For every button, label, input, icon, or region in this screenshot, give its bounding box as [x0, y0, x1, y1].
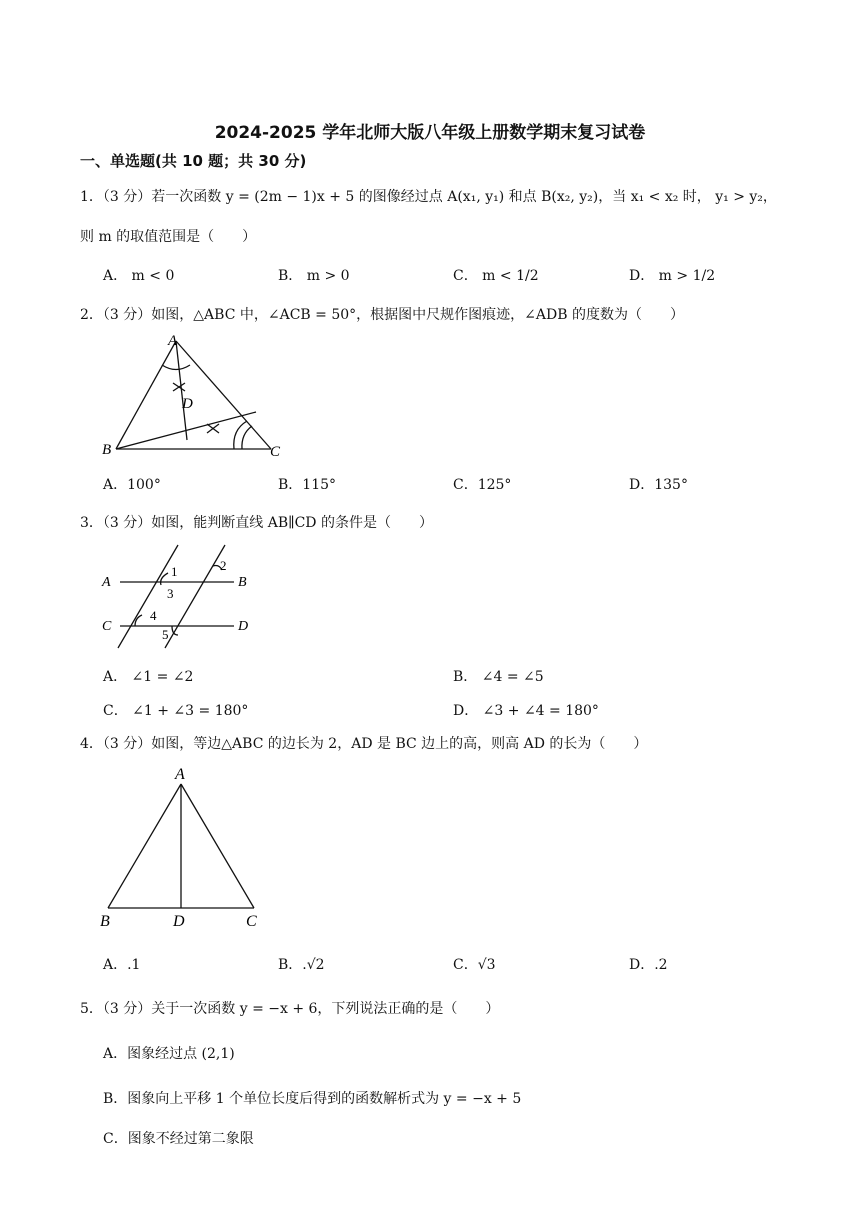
- question-3-option-c: C． ∠1 + ∠3 = 180°: [103, 703, 249, 719]
- question-1-text-line2: 则 m 的取值范围是（ ）: [80, 229, 257, 245]
- fig3-label-d: D: [238, 619, 249, 634]
- fig3-label-1: 1: [171, 564, 178, 579]
- question-5-option-c: C．图象不经过第二象限: [103, 1131, 254, 1147]
- question-2-option-c: C．125°: [453, 477, 512, 493]
- question-2-figure: [96, 330, 296, 462]
- question-5-option-b: B．图象向上平移 1 个单位长度后得到的函数解析式为 y = −x + 5: [103, 1091, 522, 1107]
- question-4-text: 4．（3 分）如图，等边△ABC 的边长为 2，AD 是 BC 边上的高，则高 AD 的长为（ ）: [80, 736, 648, 752]
- fig2-label-b: B: [102, 442, 112, 458]
- question-3-option-b: B． ∠4 = ∠5: [453, 669, 544, 685]
- question-1-text: 1．（3 分）若一次函数 y = (2m − 1)x + 5 的图像经过点 A(x₁, y₁) 和点 B(x₂, y₂)，当 x₁ < x₂ 时， y₁ > y₂，: [80, 189, 777, 205]
- question-5-option-a: A．图象经过点 (2,1): [103, 1046, 235, 1062]
- fig3-label-3: 3: [167, 586, 174, 601]
- fig3-label-5: 5: [162, 627, 169, 642]
- question-2-option-b: B．115°: [278, 477, 337, 493]
- question-1-option-b: B． m > 0: [278, 268, 350, 284]
- question-2-text: 2．（3 分）如图，△ABC 中，∠ACB = 50°，根据图中尺规作图痕迹，∠ADB 的度数为（ ）: [80, 307, 684, 323]
- question-4-figure: [96, 762, 271, 930]
- fig3-label-4: 4: [150, 608, 157, 623]
- section-header: 一、单选题(共 10 题；共 30 分): [80, 152, 307, 170]
- fig3-label-b: B: [238, 575, 247, 590]
- question-2-option-d: D．135°: [629, 477, 688, 493]
- question-1-option-a: A． m < 0: [103, 268, 175, 284]
- question-3-figure: [98, 540, 268, 652]
- fig3-label-c: C: [102, 619, 112, 634]
- fig2-label-d: D: [182, 396, 193, 412]
- question-1-option-d: D． m > 1/2: [629, 268, 716, 284]
- question-4-option-b: B．.√2: [278, 957, 325, 973]
- question-4-option-d: D．.2: [629, 957, 668, 973]
- question-3-option-d: D． ∠3 + ∠4 = 180°: [453, 703, 599, 719]
- fig2-label-c: C: [270, 444, 281, 460]
- question-4-option-a: A．.1: [103, 957, 141, 973]
- fig2-label-a: A: [168, 333, 178, 349]
- fig4-label-d: D: [173, 913, 185, 930]
- question-2-option-a: A．100°: [103, 477, 161, 493]
- fig4-label-a: A: [175, 766, 185, 783]
- question-1-option-c: C． m < 1/2: [453, 268, 539, 284]
- question-5-text: 5．（3 分）关于一次函数 y = −x + 6，下列说法正确的是（ ）: [80, 1001, 500, 1017]
- question-3-text: 3．（3 分）如图，能判断直线 AB∥CD 的条件是（ ）: [80, 515, 433, 531]
- page-title: 2024-2025 学年北师大版八年级上册数学期末复习试卷: [214, 123, 646, 143]
- fig3-label-2: 2: [220, 558, 227, 573]
- fig4-label-b: B: [100, 913, 110, 930]
- fig3-label-a: A: [102, 575, 111, 590]
- fig4-label-c: C: [246, 913, 257, 930]
- question-4-option-c: C．√3: [453, 957, 496, 973]
- question-3-option-a: A． ∠1 = ∠2: [103, 669, 194, 685]
